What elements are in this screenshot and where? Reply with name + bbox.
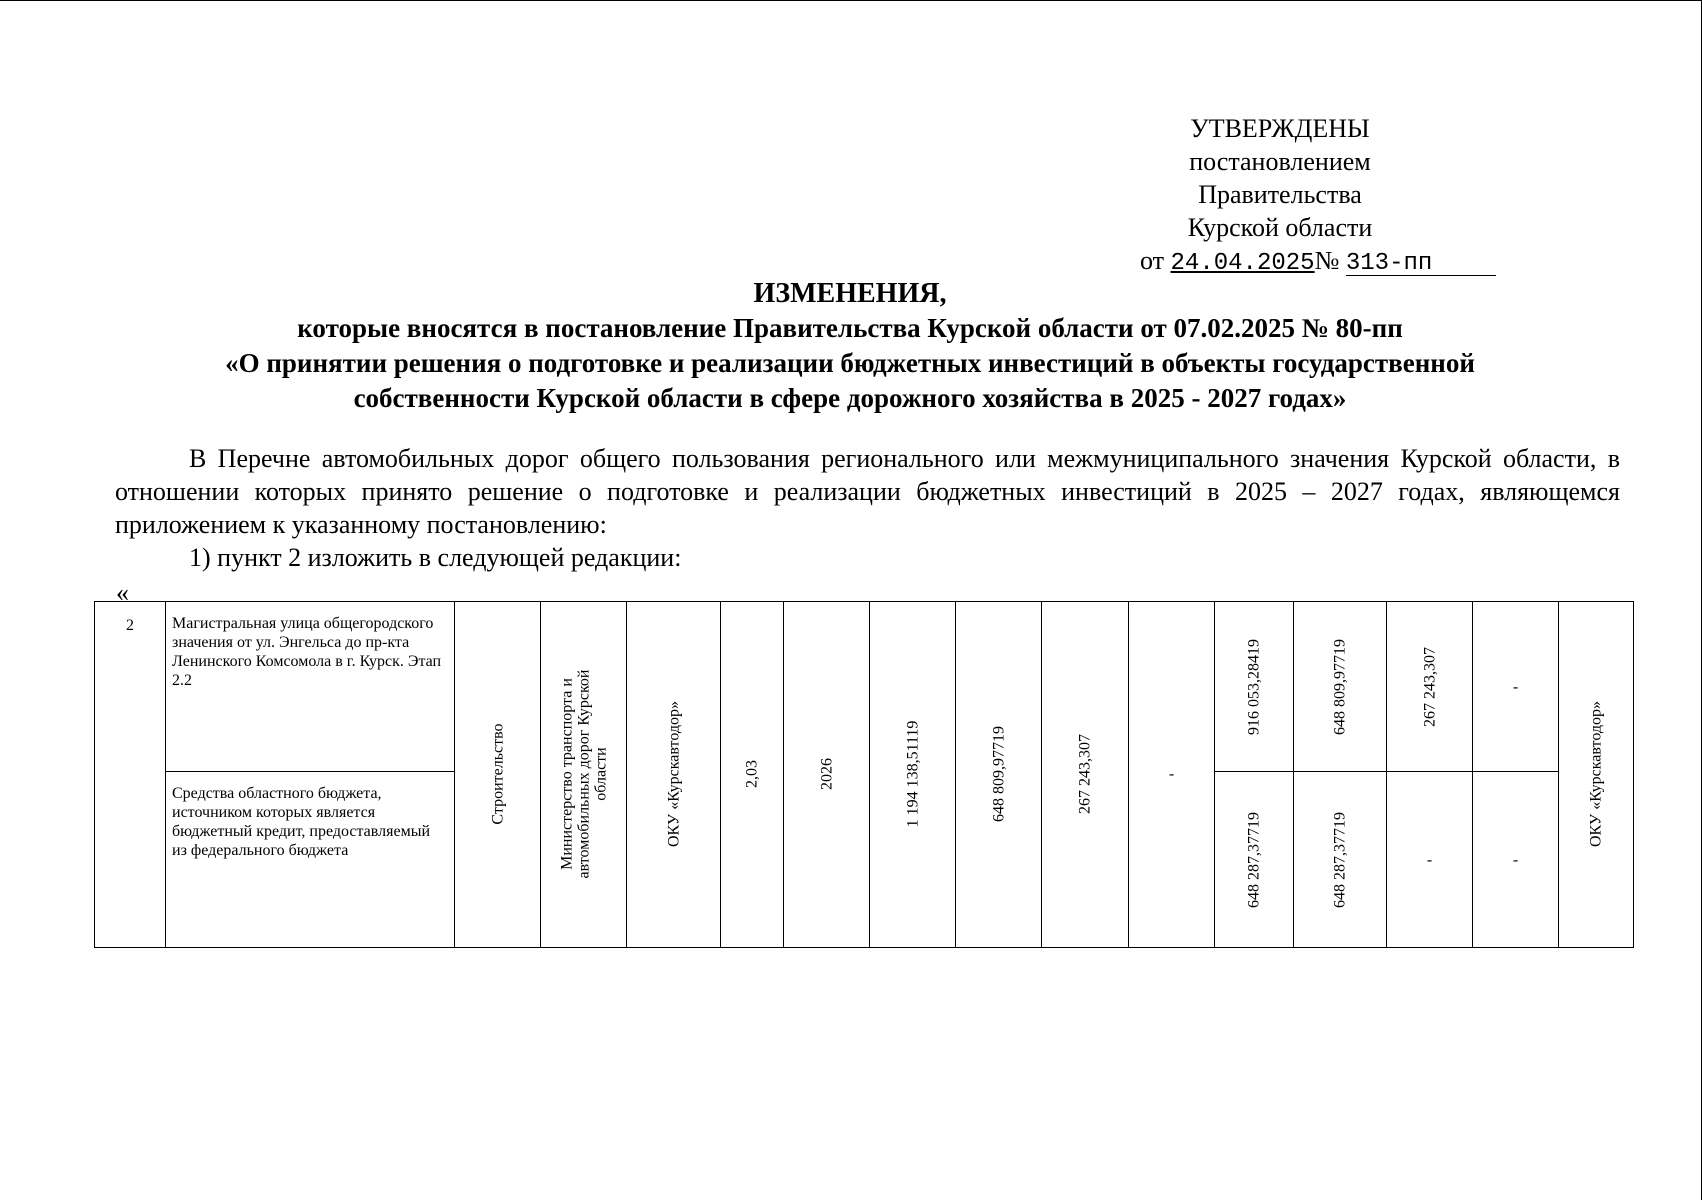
row2-y2025-cell [1294,772,1387,948]
opening-quote: « [116,578,129,607]
funding-source: Средства областного бюджета, источником которых является бюджетный кредит, предоставляемый из федерального бюджета [166,772,455,948]
total-cost-cell [870,602,956,948]
row1-y2027-cell [1473,602,1559,772]
cost-4-cell [1129,602,1215,948]
ministry: Министерство транспорта и автомобильных дорог Курской области [558,669,609,879]
cost-2: 648 809,97719 [990,726,1007,822]
recipient-cell [1559,602,1634,948]
work-type: Строительство [489,723,506,825]
row2-y2026: - [1426,851,1433,868]
heading-title: ИЗМЕНЕНИЯ, [753,278,947,309]
work-type-cell [455,602,541,948]
year-cell [784,602,870,948]
customer-cell [627,602,721,948]
row2-y2027-cell [1473,772,1559,948]
length: 2,03 [743,760,761,788]
body-item1: 1) пункт 2 изложить в следующей редакции: [189,543,682,572]
approval-line2: постановлением Правительства [1189,147,1371,209]
body-paragraph: В Перечне автомобильных дорог общего пользования регионального или межмуниципального значения Курской области, в отношении которых принято решение о подготовке и реализации бюджетных инвестиций в 2025 – 2027 годах, являющемся приложением к указанному постановлению: [115,444,1620,539]
row2-total: 648 287,37719 [1245,811,1263,908]
heading-line2: «О принятии решения о подготовке и реализации бюджетных инвестиций в объекты государственной [225,348,1475,378]
cost-2-cell [956,602,1042,948]
cost-3-cell [1042,602,1129,948]
cost-4: - [1168,765,1175,783]
row1-y2025-cell [1294,602,1387,772]
approval-date-line [1130,244,1433,280]
from-label: от [1140,246,1165,275]
row-number: 2 [95,602,166,948]
row1-y2026: 267 243,307 [1421,646,1438,727]
object-name: Магистральная улица общегородского значения от ул. Энгельса до пр-кта Ленинского Комсомола в г. Курск. Этап 2.2 [166,602,455,772]
length-cell [721,602,784,948]
ministry-cell [541,602,627,948]
approval-line3: Курской области [1187,213,1373,242]
item-table [94,601,1634,948]
row2-y2026-cell [1387,772,1473,948]
heading-line1: которые вносятся в постановление Правительства Курской области от 07.02.2025 № 80-пп [297,313,1403,343]
page-top-border [0,0,1702,1]
row1-y2026-cell [1387,602,1473,772]
body-text [115,442,1620,574]
customer: ОКУ «Курскавтодор» [665,700,682,848]
row1-total-cell [1215,602,1294,772]
total-cost: 1 194 138,51119 [904,720,921,828]
year: 2026 [818,758,835,790]
row2-y2025: 648 287,37719 [1331,811,1349,908]
row1-y2027: - [1512,678,1519,695]
approval-number-field [1346,250,1496,276]
row1-total: 916 053,28419 [1245,638,1263,735]
approval-stamp [1130,112,1433,280]
row1-y2025: 648 809,97719 [1331,638,1349,735]
number-label: № [1314,246,1340,275]
approval-date: 24.04.2025 [1170,250,1315,277]
row2-total-cell [1215,772,1294,948]
cost-3: 267 243,307 [1076,734,1094,814]
table-row [95,602,1634,772]
approval-line1: УТВЕРЖДЕНЫ [1190,114,1370,143]
row2-y2027: - [1512,851,1519,868]
approval-number: 313-пп [1345,250,1433,277]
heading-line3: собственности Курской области в сфере дорожного хозяйства в 2025 - 2027 годах» [353,383,1347,413]
document-heading [100,276,1600,416]
recipient: ОКУ «Курскавтодор» [1587,700,1605,848]
